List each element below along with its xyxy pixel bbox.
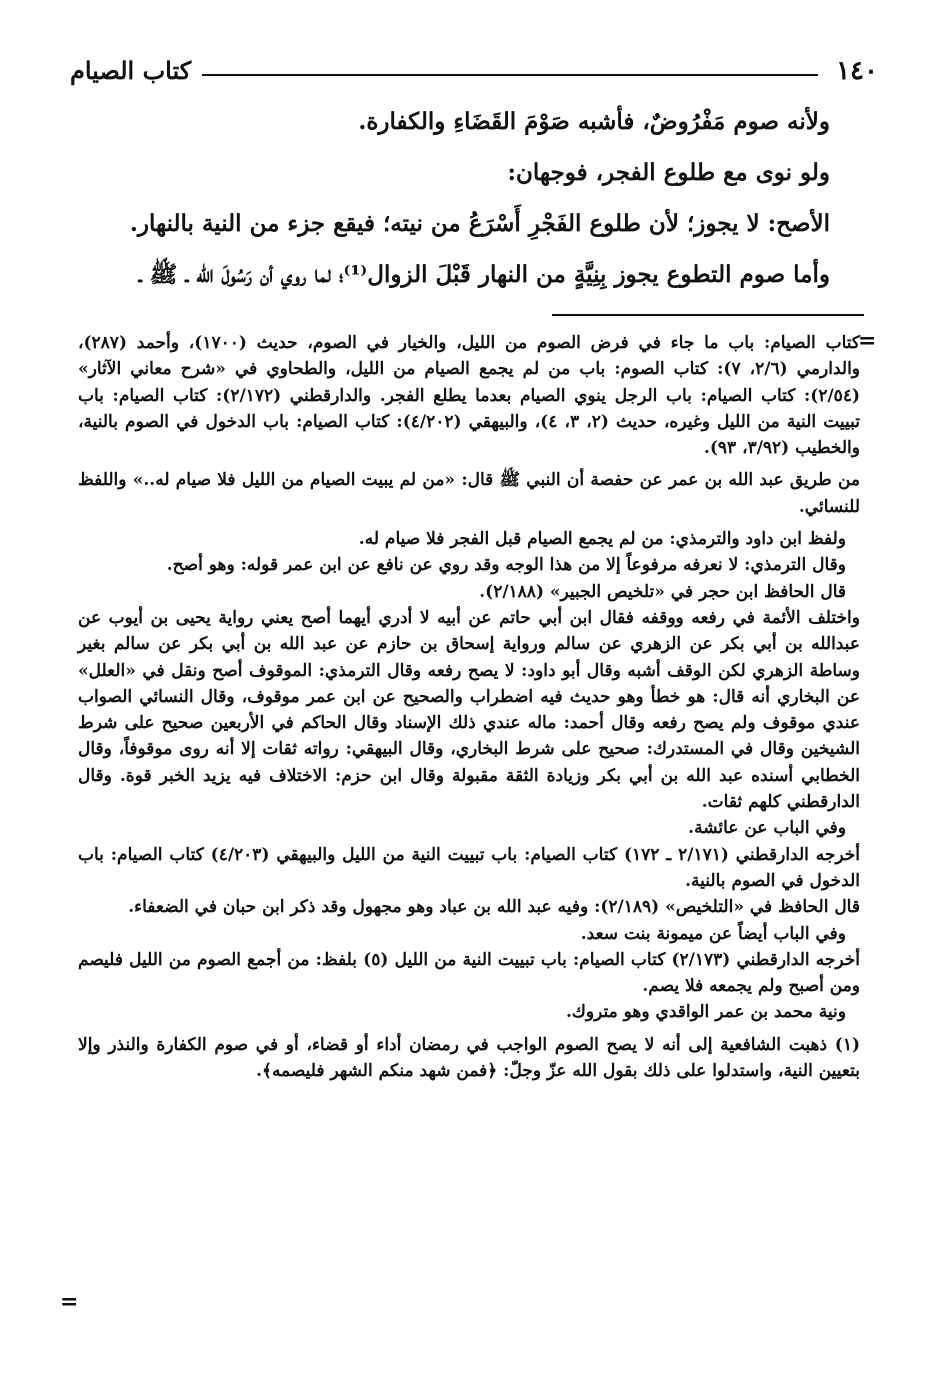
- main-line: وأما صوم التطوع يجوز بِنِيَّةٍ من النهار قَبْلَ الزوال⁽¹⁾؛ لما روي أن رَسُولَ الله ـ ﷺ ـ: [138, 261, 830, 288]
- main-line: ولأنه صوم مَفْرُوضٌ، فأشبه صَوْمَ القَضَاءِ والكفارة.: [358, 108, 830, 135]
- footnote-paragraph: كتاب الصيام: باب ما جاء في فرض الصوم من الليل، والخيار في الصوم، حديث (١٧٠٠)، وأحمد (٢٨٧)، والدارمي (٢/٦، ٧): كتاب الصوم: باب من لم يجمع الصيام من الليل، والطحاوي في «شرح معاني الآثار» (٢/٥٤): كتاب الصيام: باب الرجل ينوي الصيام بعدما يطلع الفجر. والدارقطني (٢/١٧٢): كتاب الصيام: باب تبييت النية من الليل وغيره، حديث (٢، ٣، ٤)، والبيهقي (٤/٢٠٢): كتاب الصيام: باب الدخول في الصوم بالنية، والخطيب (٣/٩٢، ٩٣).: [78, 333, 861, 459]
- page-header: [70, 52, 878, 92]
- main-text: [90, 96, 830, 300]
- footnote-separator: [552, 314, 864, 316]
- main-line: ولو نوى مع طلوع الفجر، فوجهان:: [507, 159, 830, 186]
- footnote-1: (١) ذهبت الشافعية إلى أنه لا يصح الصوم الواجب في رمضان أداء أو قضاء، أو في صوم الكفارة والنذر وإلا بتعيين النية، واستدلوا على ذلك بقول الله عزّ وجلّ: ﴿فمن شهد منكم الشهر فليصمه﴾.: [78, 1034, 860, 1082]
- footnote-paragraph: وقال الترمذي: لا نعرفه مرفوعاً إلا من هذا الوجه وقد روي عن نافع عن ابن عمر قوله: وهو أصح.: [166, 555, 846, 576]
- footnote-paragraph: أخرجه الدارقطني (٢/١٧٣) كتاب الصيام: باب تبييت النية من الليل (٥) بلفظ: من أجمع الصوم من الليل فليصم ومن أصبح ولم يجمعه فلا يصم.: [78, 949, 861, 997]
- footnote-paragraph: أخرجه الدارقطني (٢/١٧١ ـ ١٧٢) كتاب الصيام: باب تبييت النية من الليل والبيهقي (٤/٢٠٣) كتاب الصيام: باب الدخول في الصوم بالنية.: [78, 844, 860, 891]
- header-rule: [202, 74, 818, 76]
- footnote-paragraph: من طريق عبد الله بن عمر عن حفصة أن النبي ﷺ قال: «من لم يبيت الصيام من الليل فلا صيام له..» واللفظ للنسائي.: [78, 470, 860, 517]
- page-number: ١٤٠: [836, 56, 878, 86]
- footnote-paragraph: قال الحافظ في «التلخيص» (٢/١٨٩): وفيه عبد الله بن عباد وهو مجهول وقد ذكر ابن حبان في الضعفاء.: [128, 897, 860, 918]
- footnote-paragraph: قال الحافظ ابن حجر في «تلخيص الجبير» (٢/١٨٨).: [479, 581, 846, 602]
- footnotes: [78, 330, 860, 1084]
- footnote-paragraph: وفي الباب عن عائشة.: [688, 818, 846, 839]
- footnote-end-mark: =: [60, 1289, 79, 1315]
- footnote-continuation-mark: =: [858, 328, 877, 354]
- footnote-paragraph: ولفظ ابن داود والترمذي: من لم يجمع الصيام قبل الفجر فلا صيام له.: [358, 529, 846, 550]
- main-line: الأصح: لا يجوز؛ لأن طلوع الفَجْرِ أَسْرَعُ من نيته؛ فيقع جزء من النية بالنهار.: [129, 210, 830, 237]
- running-title: كتاب الصيام: [70, 56, 192, 85]
- footnote-paragraph: ونية محمد بن عمر الواقدي وهو متروك.: [565, 1002, 846, 1023]
- footnote-paragraph: وفي الباب أيضاً عن ميمونة بنت سعد.: [580, 923, 846, 944]
- footnote-paragraph: واختلف الأئمة في رفعه ووقفه فقال ابن أبي حاتم عن أبيه لا أدري أيهما أصح يعني رواية يحيى بن أيوب عن عبدالله بن أبي بكر عن الزهري عن سالم ورواية إسحاق بن حازم عن عبد الله بن أبي بكر عن سالم بغير وساطة الزهري لكن الوقف أشبه وقال أبو داود: لا يصح رفعه وقال الترمذي: الموقوف أصح ونقل في «العلل» عن البخاري أنه قال: هو خطأ وهو حديث فيه اضطراب والصحيح عن ابن عمر موقوف، وقال النسائي الصواب عندي موقوف ولم يصح رفعه وقال أحمد: ماله عندي ذلك الإسناد وقال الحاكم في الأربعين صحيح على شرط الشيخين وقال في المستدرك: صحيح على شرط البخاري، وقال البيهقي: رواته ثقات إلا أنه روى موقوفاً، وقال الخطابي أسنده عبد الله بن أبي بكر وزيادة الثقة مقبولة وقال ابن حزم: الاختلاف فيه يزيد الخبر قوة. وقال الدارقطني كلهم ثقات.: [78, 607, 860, 813]
